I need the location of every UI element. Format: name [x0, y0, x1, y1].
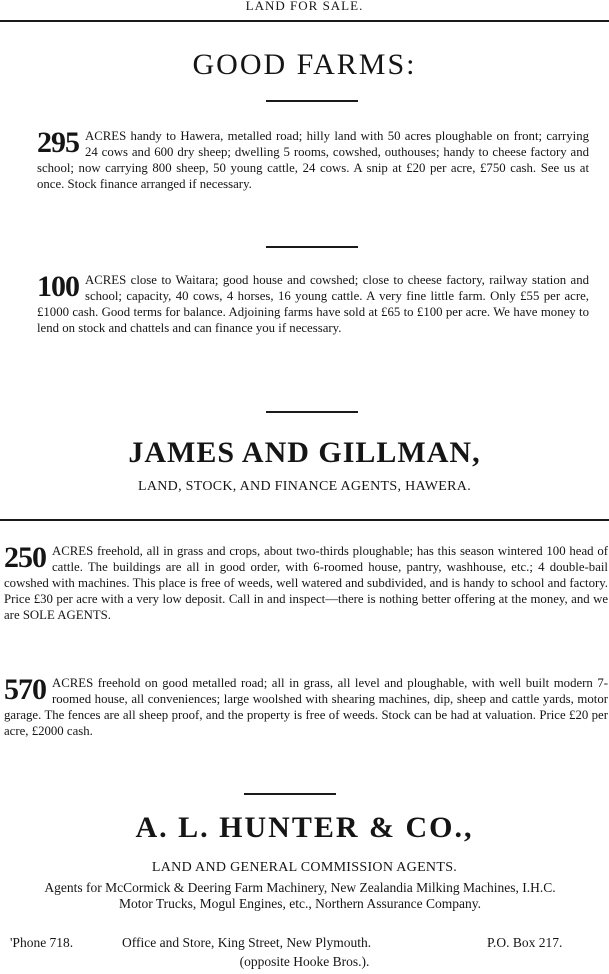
ornament-rule-3 — [266, 411, 358, 413]
section-title: LAND FOR SALE. — [245, 0, 364, 13]
listing-acres: 570 — [4, 673, 46, 706]
listing-100 — [37, 272, 589, 336]
agent-desc-james-gillman: LAND, STOCK, AND FINANCE AGENTS, HAWERA. — [137, 479, 471, 494]
agent-name-hunter: A. L. HUNTER & CO., — [135, 811, 474, 844]
divider-rule — [0, 519, 609, 521]
listing-570 — [4, 675, 608, 739]
agencies-text: Agents for McCormick & Deering Farm Machinery, New Zealandia Milking Machines, I.H.C. Motor Trucks, Mogul Engines, etc., Northern Assurance Company. — [44, 880, 556, 911]
listing-text: ACRES freehold on good metalled road; all in grass, all level and ploughable, with well built modern 7-roomed house, all conveniences; large woolshed with shearing machines, dip, sheep and cattle yards, motor garage. The fences are all sheep proof, and the property is free of weeds. Stock can be had at valuation. Price £20 per acre, £2000 cash. — [4, 676, 608, 738]
agent-name-james-gillman: JAMES AND GILLMAN, — [128, 436, 481, 469]
po-box: P.O. Box 217. — [487, 935, 563, 950]
listing-text: ACRES handy to Hawera, metalled road; hilly land with 50 acres ploughable on front; carrying 24 cows and 600 dry sheep; dwelling 5 rooms, cowshed, outhouses; handy to cheese factory and school; now carrying 800 sheep, 50 young cattle, 24 cows. A snip at £20 per acre, £750 cash. See us at once. Stock finance arranged if necessary. — [37, 129, 589, 191]
office-address: Office and Store, King Street, New Plymouth. — [122, 935, 372, 950]
listing-295 — [37, 128, 589, 192]
listing-acres: 295 — [37, 126, 79, 159]
phone-number: 'Phone 718. — [10, 935, 74, 950]
ornament-rule-4 — [244, 793, 336, 795]
top-rule — [0, 20, 609, 22]
listing-acres: 100 — [37, 270, 79, 303]
ornament-rule-2 — [266, 246, 358, 248]
listing-text: ACRES freehold, all in grass and crops, about two-thirds ploughable; has this season wintered 100 head of cattle. The buildings are all in good order, with 6-roomed house, pantry, washhouse, etc.; 4 double-bail cowshed with machines. This place is free of weeds, well watered and subdivided, and is handy to school and factory. Price £30 per acre with a very low deposit. Call in and inspect—there is nothing better offering at the money, and we are SOLE AGENTS. — [4, 544, 608, 622]
ad1-title: GOOD FARMS: — [192, 48, 417, 81]
landmark: (opposite Hooke Bros.). — [239, 954, 370, 969]
listing-acres: 250 — [4, 541, 46, 574]
listing-text: ACRES close to Waitara; good house and cowshed; close to cheese factory, railway station and school; capacity, 40 cows, 4 horses, 16 young cattle. A very fine little farm. Only £55 per acre, £1000 cash. Good terms for balance. Adjoining farms have sold at £65 to £100 per acre. We have money to lend on stock and chattels and can finance you if necessary. — [37, 273, 589, 335]
listing-250 — [4, 543, 608, 623]
ornament-rule-1 — [266, 100, 358, 102]
agent-desc-hunter: LAND AND GENERAL COMMISSION AGENTS. — [151, 860, 458, 875]
